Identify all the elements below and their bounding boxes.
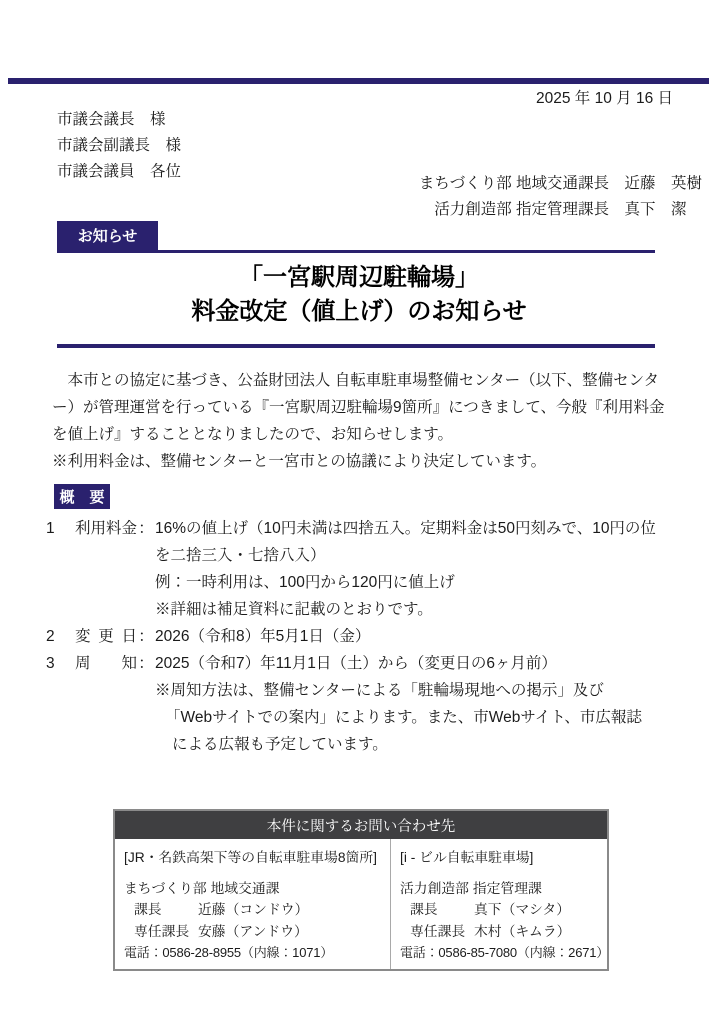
- staff-name: 安藤（アンドウ）: [198, 923, 308, 939]
- recipient-line: 市議会副議長 様: [57, 137, 182, 154]
- item-content-line: ※詳細は補足資料に記載のとおりです。: [155, 601, 433, 618]
- contact-box-header: [115, 811, 607, 839]
- item-content-line: 例：一時利用は、100円から120円に値上げ: [155, 574, 455, 591]
- summary-badge: [54, 484, 110, 509]
- contact-column-left: [115, 839, 390, 969]
- recipient-line: 市議会議長 様: [57, 111, 166, 128]
- page-title: [0, 261, 718, 329]
- item-content: [155, 623, 686, 650]
- staff-role: 専任課長: [410, 923, 466, 939]
- item-content-line: 16%の値上げ（10円未満は四捨五入。定期料金は50円刻みで、10円の位: [155, 520, 656, 537]
- sender-block: [419, 171, 702, 223]
- phone-line: 電話：0586-85-7080（内線：2671）: [400, 945, 610, 960]
- contact-columns: [115, 839, 610, 969]
- facility-name: [i - ビル自転車駐車場]: [400, 850, 534, 865]
- item-colon: ：: [138, 520, 154, 537]
- item-label: 周知: [75, 655, 137, 672]
- department-name: まちづくり部 地域交通課: [124, 880, 280, 896]
- item-number: 2: [46, 628, 55, 645]
- item-content-line: ※周知方法は、整備センターによる「駐輪場現地への掲示」及び: [155, 682, 604, 699]
- item-content-line: による広報も予定しています。: [172, 736, 388, 753]
- department-name: 活力創造部 指定管理課: [400, 880, 542, 896]
- contact-column-right: [390, 839, 615, 969]
- item-number: 3: [46, 655, 55, 672]
- top-rule: [8, 78, 709, 84]
- item-announcement: [46, 650, 686, 758]
- staff-name: 木村（キムラ）: [474, 923, 571, 939]
- item-label: 変更日: [75, 628, 137, 645]
- title-rule: [57, 344, 655, 348]
- phone-line: 電話：0586-28-8955（内線：1071）: [124, 945, 334, 960]
- facility-name: [JR・名鉄高架下等の自転車駐車場8箇所]: [124, 850, 377, 865]
- contact-box: [113, 809, 609, 971]
- item-content: [155, 650, 686, 758]
- staff-role: 課長: [134, 902, 162, 917]
- page-title-line2: 料金改定（値上げ）のお知らせ: [191, 298, 527, 325]
- document-date: 2025 年 10 月 16 日: [536, 90, 673, 107]
- body-line: を値上げ』することとなりましたので、お知らせします。: [52, 426, 453, 443]
- item-list: [46, 515, 686, 758]
- recipient-block: [57, 107, 181, 185]
- notice-tab-label: お知らせ: [77, 228, 138, 245]
- staff-row: [124, 899, 384, 921]
- item-content-line: 2026（令和8）年5月1日（金）: [155, 628, 371, 645]
- summary-badge-label: 概 要: [59, 489, 105, 506]
- sender-line: 活力創造部 指定管理課長 真下 潔: [434, 201, 702, 218]
- staff-name: 真下（マシタ）: [474, 902, 571, 917]
- item-content-line: 2025（令和7）年11月1日（土）から（変更日の6ヶ月前）: [155, 655, 557, 672]
- staff-role: 課長: [410, 902, 438, 917]
- item-content-line: 「Webサイトでの案内」によります。また、市Webサイト、市広報誌: [165, 709, 642, 726]
- body-line: ー）が管理運営を行っている『一宮駅周辺駐輪場9箇所』につきまして、今般『利用料金: [52, 399, 665, 416]
- item-colon: ：: [138, 628, 154, 645]
- sender-line: まちづくり部 地域交通課長 近藤 英樹: [418, 175, 702, 192]
- item-content-line: を二捨三入・七捨八入）: [155, 547, 326, 564]
- staff-row: [400, 899, 609, 921]
- body-line: ※利用料金は、整備センターと一宮市との協議により決定しています。: [52, 453, 547, 470]
- body-line: 本市との協定に基づき、公益財団法人 自転車駐車場整備センター（以下、整備センタ: [52, 372, 659, 389]
- item-fee: [46, 515, 686, 623]
- staff-name: 近藤（コンドウ）: [198, 902, 309, 917]
- item-number: 1: [46, 520, 55, 537]
- staff-row: [400, 921, 609, 943]
- notice-tab: [57, 221, 158, 250]
- item-label: 利用料金: [75, 520, 138, 537]
- item-colon: ：: [138, 655, 154, 672]
- staff-row: [124, 921, 384, 943]
- page-title-line1: 「一宮駅周辺駐輪場」: [239, 264, 479, 291]
- notice-tab-underline: [57, 250, 655, 253]
- item-change-date: [46, 623, 686, 650]
- body-paragraph: [52, 367, 670, 475]
- recipient-line: 市議会議員 各位: [57, 163, 182, 180]
- staff-role: 専任課長: [134, 923, 190, 939]
- contact-box-header-label: 本件に関するお問い合わせ先: [266, 818, 456, 835]
- item-content: [155, 515, 686, 623]
